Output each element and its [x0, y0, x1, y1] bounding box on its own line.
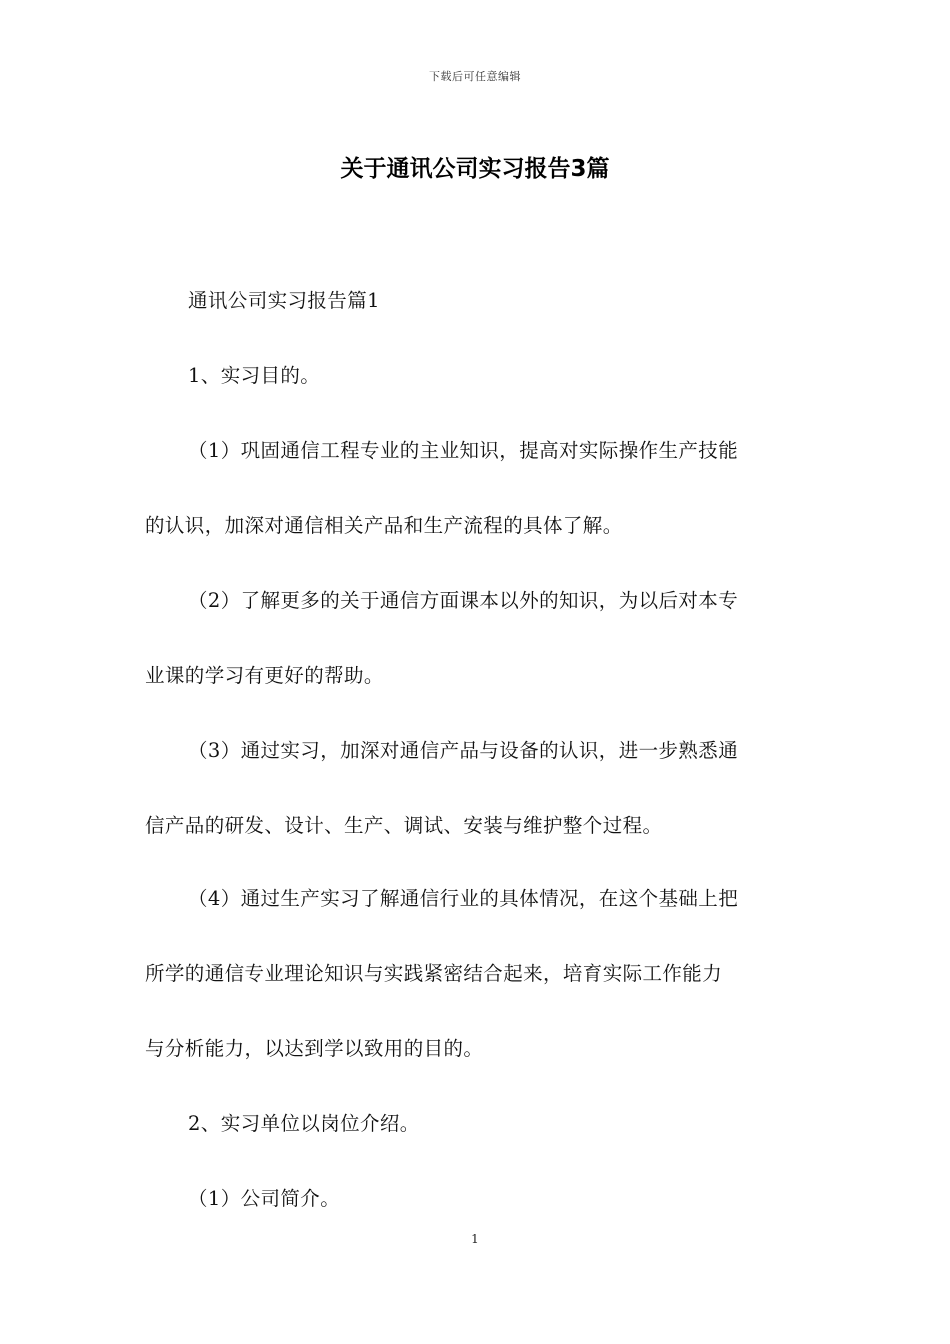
paragraph-line: 的认识，加深对通信相关产品和生产流程的具体了解。 [145, 514, 623, 537]
paragraph-line: 所学的通信专业理论知识与实践紧密结合起来，培育实际工作能力 [145, 962, 723, 985]
paragraph-line: （2）了解更多的关于通信方面课本以外的知识，为以后对本专 [188, 589, 739, 612]
section-heading: 通讯公司实习报告篇1 [188, 289, 380, 312]
paragraph-line: 2、实习单位以岗位介绍。 [188, 1112, 420, 1135]
document-title: 关于通讯公司实习报告3篇 [340, 156, 610, 182]
paragraph-line: （1）公司简介。 [188, 1187, 341, 1210]
paragraph-line: 业课的学习有更好的帮助。 [145, 664, 384, 687]
paragraph-line: 1、实习目的。 [188, 364, 321, 387]
paragraph-line: （1）巩固通信工程专业的主业知识，提高对实际操作生产技能 [188, 439, 739, 462]
paragraph-line: （4）通过生产实习了解通信行业的具体情况，在这个基础上把 [188, 887, 739, 910]
page-number: 1 [471, 1232, 479, 1246]
paragraph-line: （3）通过实习，加深对通信产品与设备的认识，进一步熟悉通 [188, 739, 739, 762]
header-note: 下载后可任意编辑 [429, 70, 521, 83]
paragraph-line: 与分析能力，以达到学以致用的目的。 [145, 1037, 484, 1060]
paragraph-line: 信产品的研发、设计、生产、调试、安装与维护整个过程。 [145, 814, 663, 837]
